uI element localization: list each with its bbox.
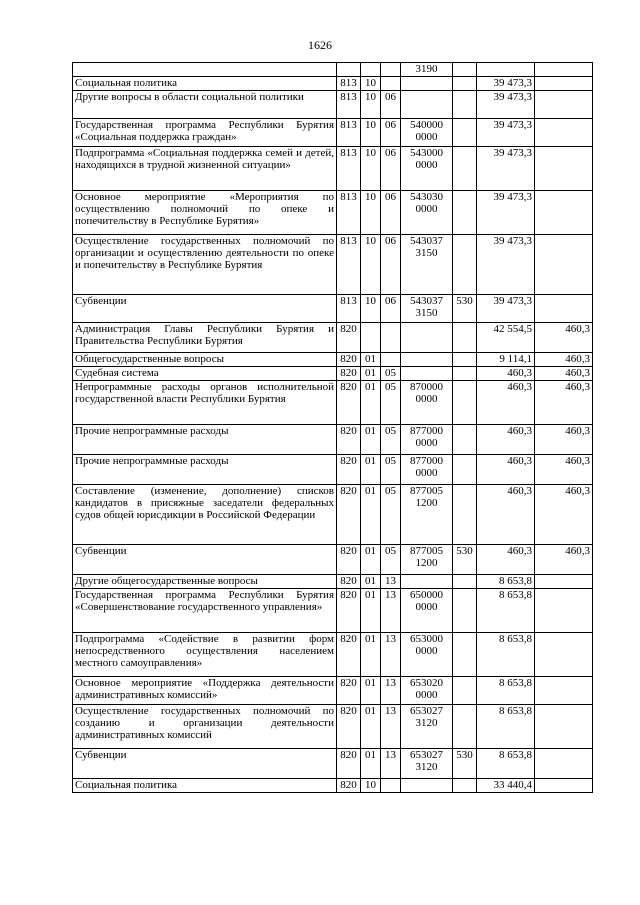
row-expense-type-code <box>453 353 477 367</box>
table-row <box>73 353 593 367</box>
row-section-code: 01 <box>361 705 381 749</box>
row-ved-code: 820 <box>337 545 361 575</box>
target-code-line: 653000 <box>410 633 443 645</box>
target-code-line: 3120 <box>415 717 438 729</box>
table-row <box>73 91 593 119</box>
row-target-code <box>401 77 453 91</box>
row-amount-subvention <box>535 705 593 749</box>
target-code-line: 653027 <box>410 749 443 761</box>
table-row <box>73 119 593 147</box>
row-subsection-code <box>381 77 401 91</box>
row-ved-code: 813 <box>337 235 361 295</box>
row-subsection-code: 05 <box>381 485 401 545</box>
row-ved-code: 820 <box>337 633 361 677</box>
row-amount-subvention <box>535 147 593 191</box>
row-amount: 460,3 <box>477 485 535 545</box>
row-ved-code: 820 <box>337 367 361 381</box>
row-amount-subvention <box>535 91 593 119</box>
target-code-line: 653027 <box>410 705 443 717</box>
row-target-code <box>401 633 453 677</box>
row-amount: 39 473,3 <box>477 235 535 295</box>
row-name: Администрация Главы Республики Бурятия и Правительства Республики Бурятия <box>73 323 337 353</box>
target-code-line: 0000 <box>415 437 438 449</box>
row-section-code: 10 <box>361 235 381 295</box>
row-amount-subvention: 460,3 <box>535 381 593 425</box>
row-expense-type-code <box>453 575 477 589</box>
row-subsection-code: 06 <box>381 147 401 191</box>
table-row <box>73 633 593 677</box>
row-expense-type-code <box>453 235 477 295</box>
table-row <box>73 425 593 455</box>
row-section-code: 01 <box>361 425 381 455</box>
row-expense-type-code: 530 <box>453 545 477 575</box>
table-row <box>73 235 593 295</box>
row-amount <box>477 63 535 77</box>
row-target-code <box>401 677 453 705</box>
row-ved-code <box>337 63 361 77</box>
target-code-line: 870000 <box>410 381 443 393</box>
row-target-code <box>401 353 453 367</box>
row-section-code: 01 <box>361 545 381 575</box>
row-name: Подпрограмма «Социальная поддержка семей и детей, находящихся в трудной жизненной ситуации» <box>73 147 337 191</box>
row-ved-code: 813 <box>337 191 361 235</box>
target-code-line: 3120 <box>415 761 438 773</box>
row-target-code <box>401 589 453 633</box>
row-expense-type-code <box>453 677 477 705</box>
row-amount-subvention <box>535 119 593 147</box>
target-code-line: 543030 <box>410 191 443 203</box>
table-row <box>73 545 593 575</box>
row-section-code: 10 <box>361 119 381 147</box>
row-ved-code: 813 <box>337 119 361 147</box>
row-amount-subvention <box>535 235 593 295</box>
row-target-code <box>401 779 453 793</box>
row-target-code <box>401 235 453 295</box>
target-code-line: 543000 <box>410 147 443 159</box>
row-amount: 9 114,1 <box>477 353 535 367</box>
target-code-line: 0000 <box>415 159 438 171</box>
row-expense-type-code <box>453 455 477 485</box>
target-code-line: 0000 <box>415 645 438 657</box>
row-amount-subvention: 460,3 <box>535 425 593 455</box>
row-amount: 39 473,3 <box>477 191 535 235</box>
row-expense-type-code <box>453 485 477 545</box>
row-subsection-code: 05 <box>381 455 401 485</box>
row-name: Прочие непрограммные расходы <box>73 455 337 485</box>
row-section-code <box>361 323 381 353</box>
row-expense-type-code <box>453 367 477 381</box>
row-section-code: 10 <box>361 779 381 793</box>
row-subsection-code: 06 <box>381 119 401 147</box>
row-subsection-code <box>381 353 401 367</box>
row-expense-type-code <box>453 191 477 235</box>
table-row <box>73 381 593 425</box>
row-ved-code: 813 <box>337 77 361 91</box>
row-amount-subvention <box>535 749 593 779</box>
row-amount: 8 653,8 <box>477 677 535 705</box>
target-code-line: 877005 <box>410 485 443 497</box>
row-target-code <box>401 485 453 545</box>
target-code-line: 3150 <box>415 307 438 319</box>
row-amount-subvention: 460,3 <box>535 353 593 367</box>
target-code-line: 877005 <box>410 545 443 557</box>
target-code-line: 653020 <box>410 677 443 689</box>
row-expense-type-code <box>453 77 477 91</box>
row-section-code: 01 <box>361 485 381 545</box>
row-expense-type-code <box>453 323 477 353</box>
row-section-code: 10 <box>361 147 381 191</box>
budget-table <box>72 62 593 793</box>
row-name: Основное мероприятие «Мероприятия по осуществлению полномочий по опеке и попечительству в Республике Бурятия» <box>73 191 337 235</box>
row-subsection-code: 13 <box>381 677 401 705</box>
row-expense-type-code <box>453 705 477 749</box>
row-section-code: 01 <box>361 353 381 367</box>
row-amount-subvention <box>535 575 593 589</box>
row-section-code: 10 <box>361 295 381 323</box>
row-name: Социальная политика <box>73 77 337 91</box>
row-name: Общегосударственные вопросы <box>73 353 337 367</box>
table-row <box>73 77 593 91</box>
row-target-code <box>401 367 453 381</box>
row-expense-type-code <box>453 381 477 425</box>
row-expense-type-code <box>453 779 477 793</box>
row-amount: 39 473,3 <box>477 77 535 91</box>
row-target-code <box>401 705 453 749</box>
target-code-line: 3150 <box>415 247 438 259</box>
target-code-line: 0000 <box>415 689 438 701</box>
row-section-code: 01 <box>361 749 381 779</box>
row-ved-code: 820 <box>337 589 361 633</box>
row-ved-code: 813 <box>337 147 361 191</box>
row-ved-code: 820 <box>337 425 361 455</box>
row-name: Субвенции <box>73 545 337 575</box>
row-subsection-code: 13 <box>381 589 401 633</box>
row-amount: 33 440,4 <box>477 779 535 793</box>
row-amount: 39 473,3 <box>477 295 535 323</box>
row-amount-subvention: 460,3 <box>535 485 593 545</box>
row-section-code: 01 <box>361 589 381 633</box>
table-row <box>73 705 593 749</box>
row-ved-code: 820 <box>337 705 361 749</box>
row-amount-subvention <box>535 63 593 77</box>
row-section-code: 01 <box>361 367 381 381</box>
row-name: Основное мероприятие «Поддержка деятельности административных комиссий» <box>73 677 337 705</box>
row-name: Государственная программа Республики Бурятия «Совершенствование государственного управления» <box>73 589 337 633</box>
table-row <box>73 677 593 705</box>
target-code-line: 543037 <box>410 235 443 247</box>
row-ved-code: 820 <box>337 575 361 589</box>
row-expense-type-code <box>453 633 477 677</box>
table-row <box>73 63 593 77</box>
table-row <box>73 367 593 381</box>
table-row <box>73 295 593 323</box>
row-amount: 8 653,8 <box>477 705 535 749</box>
row-amount-subvention: 460,3 <box>535 455 593 485</box>
row-subsection-code: 06 <box>381 91 401 119</box>
row-section-code: 01 <box>361 633 381 677</box>
row-name: Государственная программа Республики Бурятия «Социальная поддержка граждан» <box>73 119 337 147</box>
row-subsection-code <box>381 63 401 77</box>
row-target-code <box>401 119 453 147</box>
row-subsection-code: 06 <box>381 295 401 323</box>
target-code-line: 543037 <box>410 295 443 307</box>
target-code-line: 877000 <box>410 425 443 437</box>
row-target-code <box>401 545 453 575</box>
row-name: Непрограммные расходы органов исполнительной государственной власти Республики Бурятия <box>73 381 337 425</box>
target-code-line: 650000 <box>410 589 443 601</box>
row-amount-subvention <box>535 589 593 633</box>
row-section-code: 01 <box>361 455 381 485</box>
target-code-line: 0000 <box>415 203 438 215</box>
row-subsection-code: 13 <box>381 633 401 677</box>
row-ved-code: 813 <box>337 295 361 323</box>
row-expense-type-code <box>453 91 477 119</box>
row-target-code <box>401 63 453 77</box>
row-expense-type-code <box>453 63 477 77</box>
row-amount-subvention <box>535 77 593 91</box>
row-name: Составление (изменение, дополнение) списков кандидатов в присяжные заседатели федеральных судов общей юрисдикции в Российской Федерации <box>73 485 337 545</box>
table-row <box>73 323 593 353</box>
target-code-line: 0000 <box>415 467 438 479</box>
row-subsection-code <box>381 779 401 793</box>
row-section-code: 01 <box>361 381 381 425</box>
row-ved-code: 820 <box>337 779 361 793</box>
row-subsection-code: 06 <box>381 191 401 235</box>
row-expense-type-code: 530 <box>453 749 477 779</box>
row-subsection-code <box>381 323 401 353</box>
row-amount-subvention: 460,3 <box>535 545 593 575</box>
row-name: Другие общегосударственные вопросы <box>73 575 337 589</box>
row-ved-code: 820 <box>337 485 361 545</box>
row-ved-code: 820 <box>337 323 361 353</box>
row-target-code <box>401 381 453 425</box>
row-amount-subvention <box>535 295 593 323</box>
target-code-line: 0000 <box>415 393 438 405</box>
row-target-code <box>401 323 453 353</box>
row-section-code: 10 <box>361 77 381 91</box>
row-expense-type-code <box>453 425 477 455</box>
row-section-code: 01 <box>361 677 381 705</box>
budget-table-body <box>73 63 593 793</box>
row-target-code <box>401 191 453 235</box>
row-expense-type-code <box>453 119 477 147</box>
row-target-code <box>401 749 453 779</box>
row-expense-type-code <box>453 147 477 191</box>
row-section-code: 10 <box>361 191 381 235</box>
row-amount: 460,3 <box>477 367 535 381</box>
table-row <box>73 455 593 485</box>
row-amount: 460,3 <box>477 425 535 455</box>
row-target-code <box>401 455 453 485</box>
row-amount-subvention <box>535 677 593 705</box>
target-code-line: 877000 <box>410 455 443 467</box>
target-code-line: 0000 <box>415 131 438 143</box>
row-ved-code: 820 <box>337 749 361 779</box>
row-amount: 42 554,5 <box>477 323 535 353</box>
row-name: Субвенции <box>73 295 337 323</box>
row-section-code <box>361 63 381 77</box>
row-target-code <box>401 147 453 191</box>
row-amount: 460,3 <box>477 545 535 575</box>
row-ved-code: 820 <box>337 455 361 485</box>
row-ved-code: 820 <box>337 381 361 425</box>
row-target-code <box>401 295 453 323</box>
table-row <box>73 191 593 235</box>
row-amount: 460,3 <box>477 381 535 425</box>
row-ved-code: 820 <box>337 353 361 367</box>
row-amount: 8 653,8 <box>477 589 535 633</box>
row-name: Подпрограмма «Содействие в развитии форм непосредственного осуществления населением местного самоуправления» <box>73 633 337 677</box>
row-amount-subvention: 460,3 <box>535 367 593 381</box>
row-amount: 8 653,8 <box>477 575 535 589</box>
row-name: Осуществление государственных полномочий по организации и осуществлению деятельности по опеке и попечительству в Республике Бурятия <box>73 235 337 295</box>
row-subsection-code: 05 <box>381 545 401 575</box>
row-amount-subvention <box>535 633 593 677</box>
table-row <box>73 147 593 191</box>
row-amount: 39 473,3 <box>477 91 535 119</box>
table-row <box>73 589 593 633</box>
row-target-code <box>401 575 453 589</box>
row-amount-subvention <box>535 779 593 793</box>
row-amount-subvention <box>535 191 593 235</box>
row-name: Осуществление государственных полномочий по созданию и организации деятельности административных комиссий <box>73 705 337 749</box>
row-amount: 460,3 <box>477 455 535 485</box>
target-code-line: 1200 <box>415 497 438 509</box>
row-name <box>73 63 337 77</box>
row-subsection-code: 05 <box>381 381 401 425</box>
table-row <box>73 485 593 545</box>
row-name: Субвенции <box>73 749 337 779</box>
row-subsection-code: 05 <box>381 425 401 455</box>
table-row <box>73 749 593 779</box>
row-subsection-code: 13 <box>381 575 401 589</box>
target-code-line: 3190 <box>415 63 438 75</box>
row-subsection-code: 13 <box>381 705 401 749</box>
row-section-code: 10 <box>361 91 381 119</box>
row-target-code <box>401 425 453 455</box>
target-code-line: 1200 <box>415 557 438 569</box>
row-name: Судебная система <box>73 367 337 381</box>
row-amount: 8 653,8 <box>477 749 535 779</box>
row-amount: 39 473,3 <box>477 147 535 191</box>
row-ved-code: 813 <box>337 91 361 119</box>
target-code-line: 540000 <box>410 119 443 131</box>
row-amount: 39 473,3 <box>477 119 535 147</box>
row-amount: 8 653,8 <box>477 633 535 677</box>
row-subsection-code: 05 <box>381 367 401 381</box>
row-name: Социальная политика <box>73 779 337 793</box>
table-row <box>73 779 593 793</box>
row-expense-type-code: 530 <box>453 295 477 323</box>
row-subsection-code: 06 <box>381 235 401 295</box>
row-name: Прочие непрограммные расходы <box>73 425 337 455</box>
row-amount-subvention: 460,3 <box>535 323 593 353</box>
page-number: 1626 <box>308 38 332 52</box>
row-expense-type-code <box>453 589 477 633</box>
table-row <box>73 575 593 589</box>
row-name: Другие вопросы в области социальной политики <box>73 91 337 119</box>
row-section-code: 01 <box>361 575 381 589</box>
target-code-line: 0000 <box>415 601 438 613</box>
row-ved-code: 820 <box>337 677 361 705</box>
row-subsection-code: 13 <box>381 749 401 779</box>
row-target-code <box>401 91 453 119</box>
